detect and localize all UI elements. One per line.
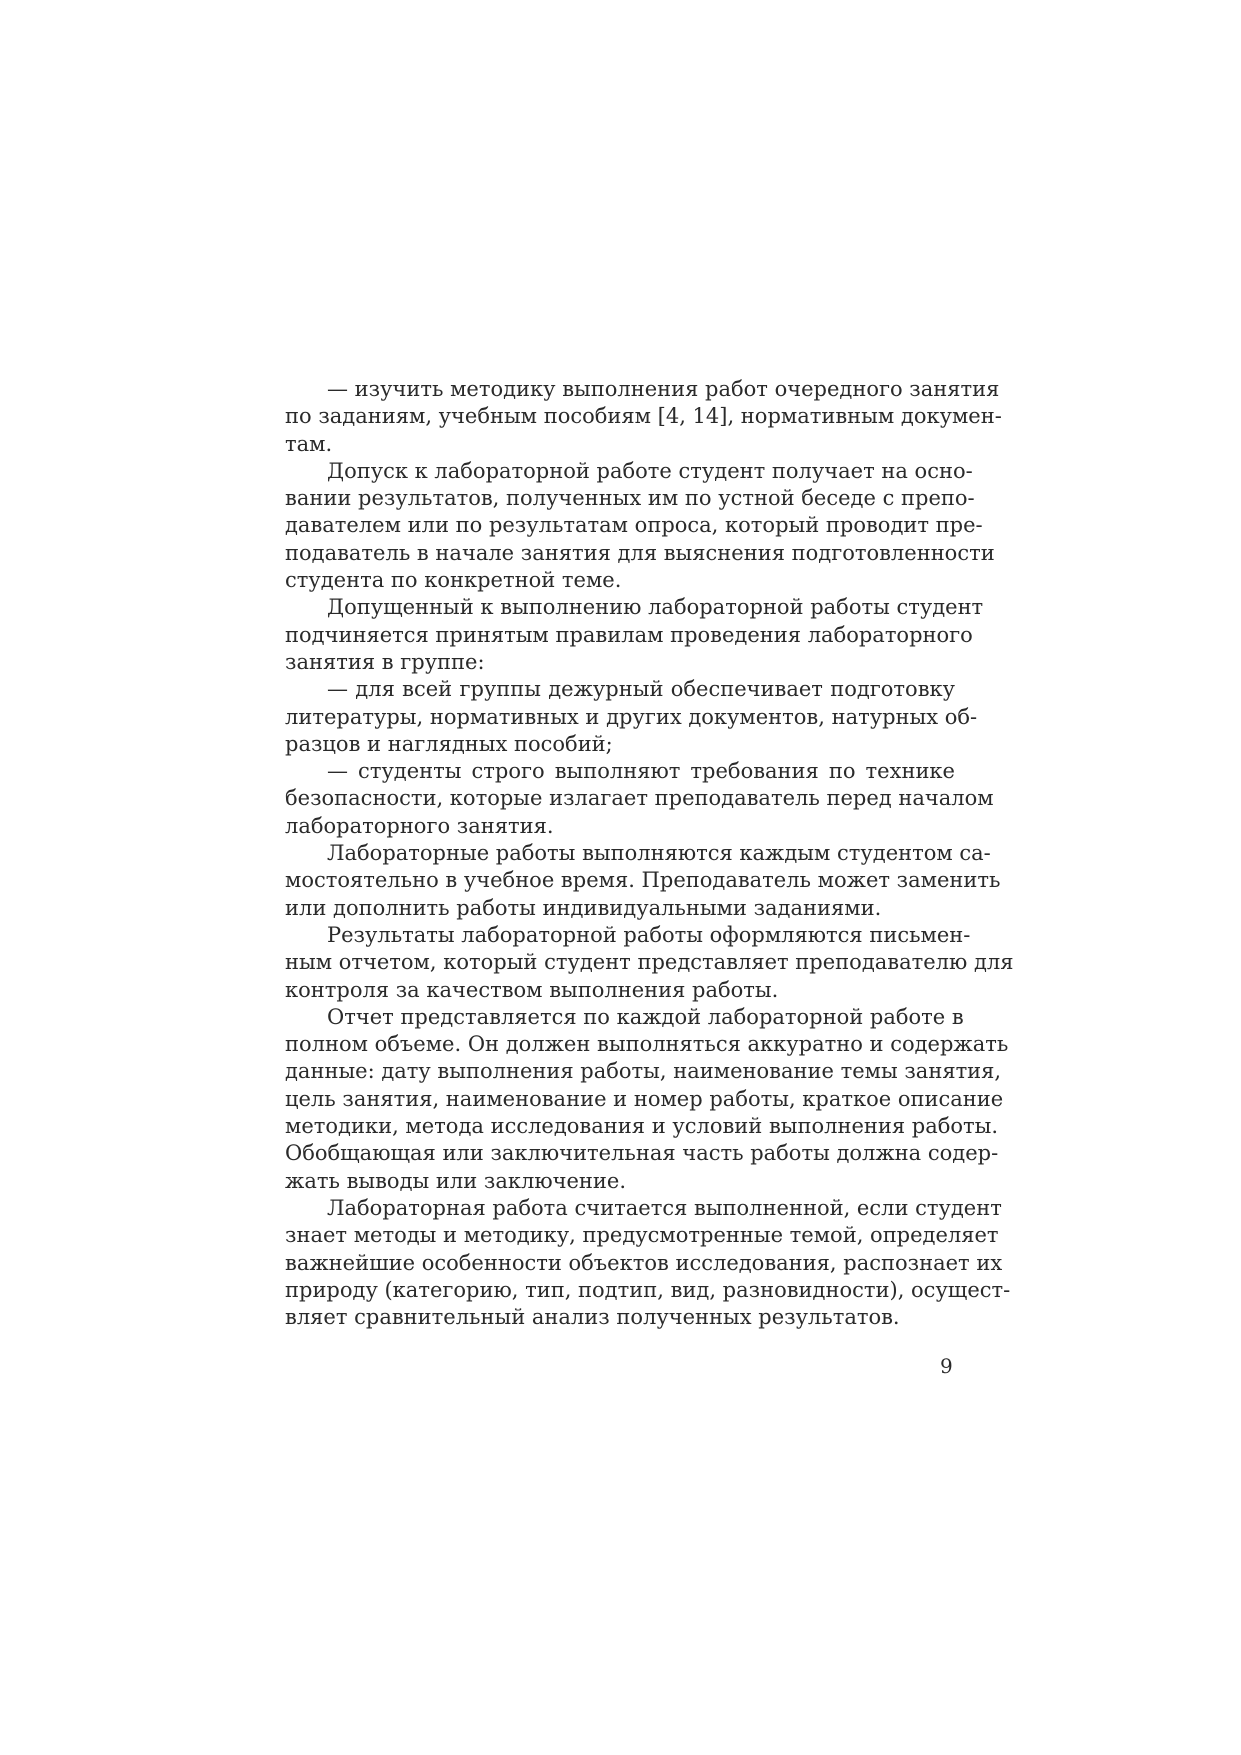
text-line: ным отчетом, который студент представляет преподавателю для: [285, 950, 1014, 975]
text-line: литературы, нормативных и других документов, натурных об-: [285, 704, 978, 729]
text-line: важнейшие особенности объектов исследования, распознает их: [285, 1250, 1003, 1275]
text-line: данные: дату выполнения работы, наименование темы занятия,: [285, 1059, 1002, 1084]
text-line: жать выводы или заключение.: [285, 1168, 627, 1193]
text-line: — для всей группы дежурный обеспечивает подготовку: [327, 677, 955, 702]
page-number: 9: [940, 1354, 953, 1378]
text-line: — студенты строго выполняют требования по технике: [327, 759, 955, 784]
text-line: методики, метода исследования и условий выполнения работы.: [285, 1114, 999, 1139]
text-line: цель занятия, наименование и номер работы, краткое описание: [285, 1086, 1004, 1111]
text-line: вании результатов, полученных им по устной беседе с препо-: [285, 486, 975, 511]
text-line: по заданиям, учебным пособиям [4, 14], нормативным докумен-: [285, 404, 1002, 429]
text-line: контроля за качеством выполнения работы.: [285, 977, 779, 1002]
paragraph: [285, 458, 995, 594]
text-line: там.: [285, 431, 333, 456]
paragraph: [285, 676, 978, 758]
text-line: разцов и наглядных пособий;: [285, 731, 613, 756]
text-line: природу (категорию, тип, подтип, вид, разновидности), осущест-: [285, 1277, 1011, 1302]
text-line: полном объеме. Он должен выполняться аккуратно и содержать: [285, 1032, 1009, 1057]
text-line: вляет сравнительный анализ полученных результатов.: [285, 1305, 900, 1330]
paragraph: [285, 594, 984, 676]
text-line: безопасности, которые излагает преподаватель перед началом: [285, 786, 994, 811]
paragraph: [285, 1004, 1009, 1195]
text-line: Лабораторные работы выполняются каждым студентом са-: [327, 841, 991, 866]
text-line: Допуск к лабораторной работе студент получает на осно-: [327, 458, 973, 483]
text-line: студента по конкретной теме.: [285, 568, 622, 593]
paragraph: [285, 376, 1002, 458]
text-line: мостоятельно в учебное время. Преподаватель может заменить: [285, 868, 1001, 893]
text-line: давателем или по результатам опроса, который проводит пре-: [285, 513, 983, 538]
text-line: Допущенный к выполнению лабораторной работы студент: [327, 595, 984, 620]
text-line: занятия в группе:: [285, 649, 485, 674]
text-line: Результаты лабораторной работы оформляются письмен-: [327, 922, 971, 947]
paragraph: [285, 1195, 1011, 1331]
text-line: — изучить методику выполнения работ очередного занятия: [327, 377, 1000, 401]
text-line: Обобщающая или заключительная часть работы должна содер-: [285, 1141, 999, 1166]
text-line: подчиняется принятым правилам проведения лабораторного: [285, 622, 973, 647]
text-line: знает методы и методику, предусмотренные темой, определяет: [285, 1223, 999, 1248]
text-line: подаватель в начале занятия для выяснения подготовленности: [285, 540, 995, 565]
text-line: лабораторного занятия.: [285, 813, 554, 838]
text-line: или дополнить работы индивидуальными заданиями.: [285, 895, 882, 920]
paragraph: [285, 758, 994, 840]
text-line: Отчет представляется по каждой лабораторной работе в: [327, 1004, 964, 1029]
paragraph: [285, 840, 1001, 922]
body-text: [285, 376, 1014, 1331]
paragraph: [285, 922, 1014, 1004]
text-line: Лабораторная работа считается выполненной, если студент: [327, 1195, 1002, 1220]
